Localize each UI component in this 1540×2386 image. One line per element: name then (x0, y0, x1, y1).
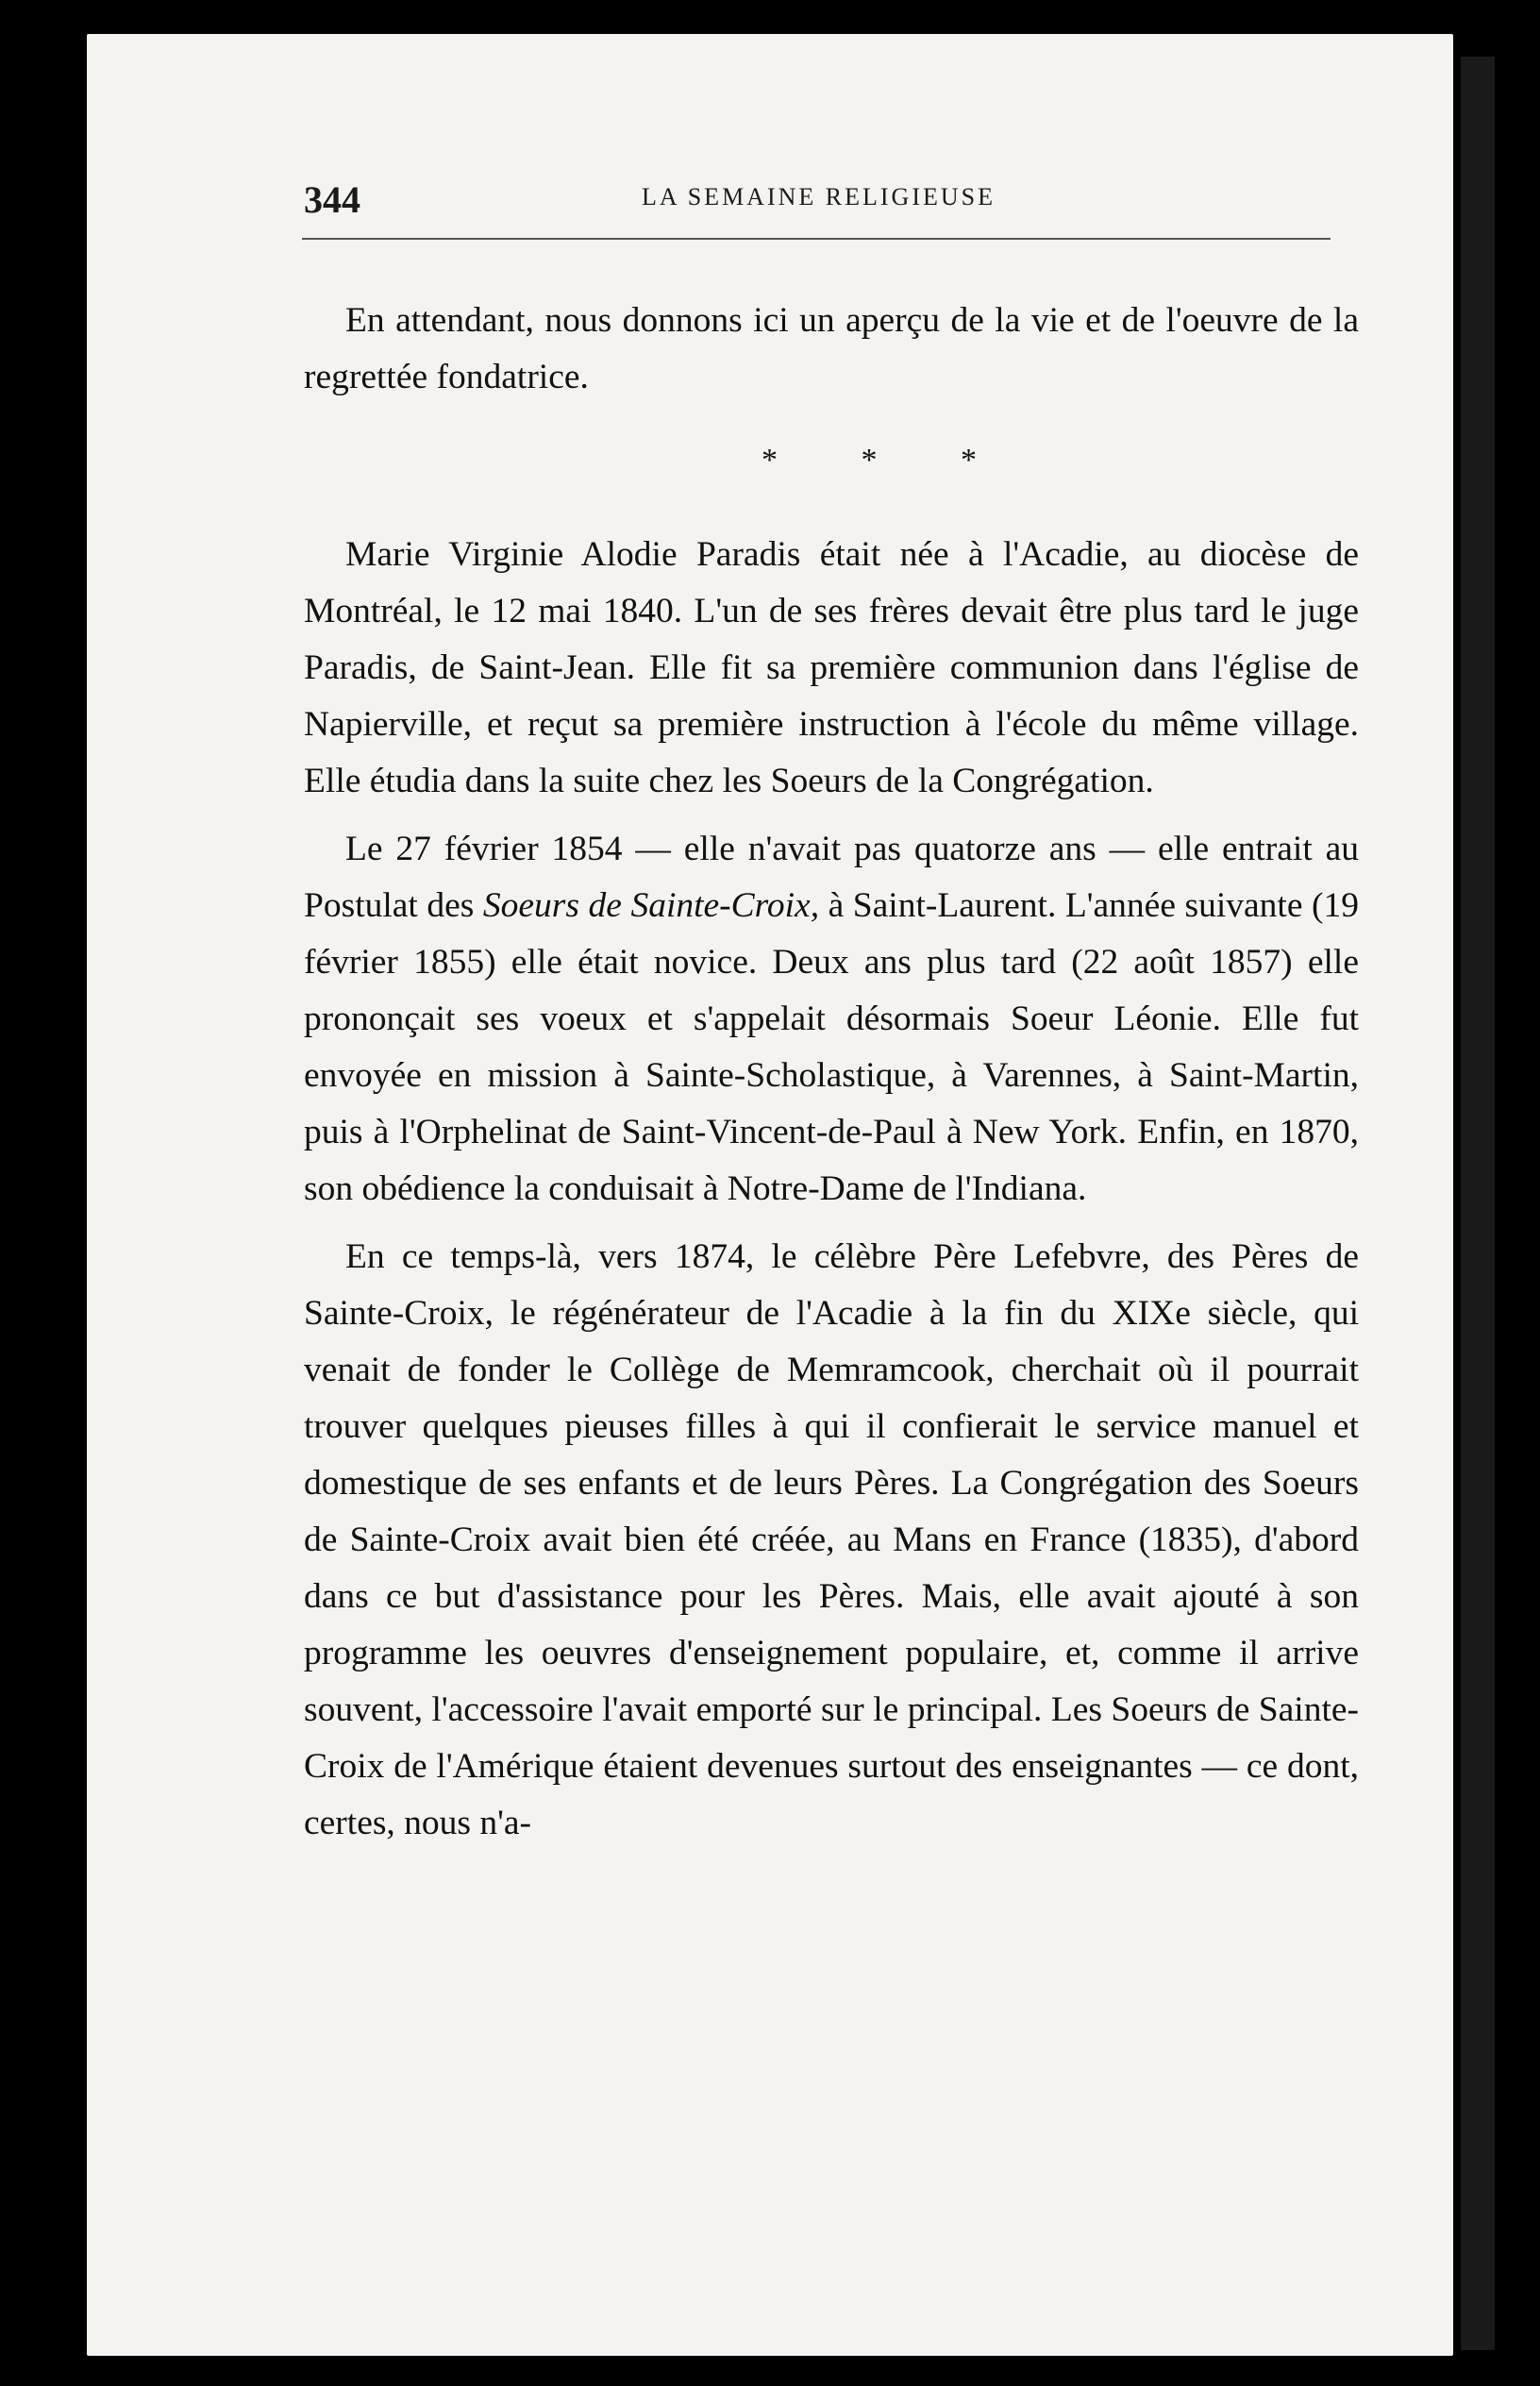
paragraph-2 (304, 821, 1359, 1218)
intro-paragraph: En attendant, nous donnons ici un aperçu de la vie et de l'oeuvre de la regrettée fondatrice. (304, 301, 1359, 396)
paragraph-2-start: Le 27 février 1854 — elle n'avait pas quatorze ans — elle entrait au Postulat des (304, 830, 1359, 925)
paragraph-2-italic: Soeurs de Sainte-Croix, (482, 886, 820, 925)
section-separator: * * * (762, 443, 1014, 478)
header-rule (302, 238, 1331, 240)
paragraph-2-rest: à Saint-Laurent. L'année suivante (19 février 1855) elle était novice. Deux ans plus tard (22 août 1857) elle prononçait ses voeux et s'appelait désormais Soeur Léonie. Elle fut envoyée en mission à Sainte-Scholastique, à Varennes, à Saint-Martin, puis à l'Orphelinat de Saint-Vincent-de-Paul à New York. Enfin, en 1870, son obédience la conduisait à Notre-Dame de l'Indiana. (304, 886, 1359, 1208)
paragraph-1: Marie Virginie Alodie Paradis était née à l'Acadie, au diocèse de Montréal, le 12 mai 1840. L'un de ses frères devait être plus tard le juge Paradis, de Saint-Jean. Elle fit sa première communion dans l'église de Napierville, et reçut sa première instruction à l'école du même village. Elle étudia dans la suite chez les Soeurs de la Congrégation. (304, 535, 1359, 800)
page-header (217, 177, 1340, 234)
paragraph-3: En ce temps-là, vers 1874, le célèbre Père Lefebvre, des Pères de Sainte-Croix, le régénérateur de l'Acadie à la fin du XIXe siècle, qui venait de fonder le Collège de Memramcook, cherchait où il pourrait trouver quelques pieuses filles à qui il confierait le service manuel et domestique de ses enfants et de leurs Pères. La Congrégation des Soeurs de Sainte-Croix avait bien été créée, au Mans en France (1835), d'abord dans ce but d'assistance pour les Pères. Mais, elle avait ajouté à son programme les oeuvres d'enseignement populaire, et, comme il arrive souvent, l'accessoire l'avait emporté sur le principal. Les Soeurs de Sainte-Croix de l'Amérique étaient devenues surtout des enseignantes — ce dont, certes, nous n'a- (304, 1237, 1359, 1842)
body-text (304, 293, 1359, 1852)
page-number: 344 (304, 178, 360, 221)
running-head: LA SEMAINE RELIGIEUSE (642, 183, 996, 210)
facing-page-edge (1461, 57, 1495, 2350)
